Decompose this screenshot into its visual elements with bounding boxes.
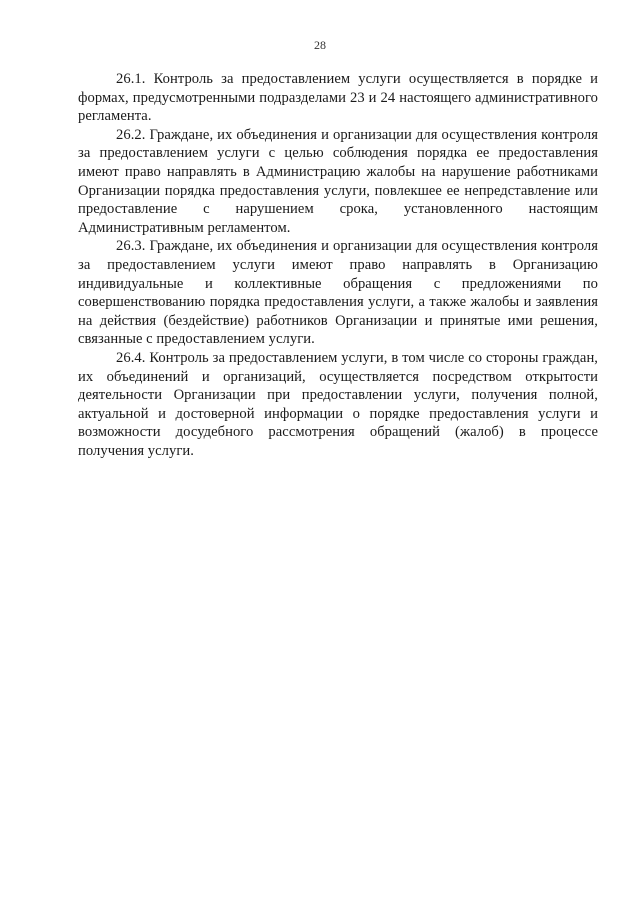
document-body xyxy=(78,70,598,460)
page-number: 28 xyxy=(314,38,326,52)
paragraph-26-4: 26.4. Контроль за предоставлением услуги, в том числе со стороны граждан, их объединений и организаций, осуществляется посредством открытости деятельности Организации при предоставлении услуги, получения полной, актуальной и достоверной информации о порядке предоставления услуги и возможности досудебного рассмотрения обращений (жалоб) в процессе получения услуги. xyxy=(78,349,598,459)
paragraph-26-3: 26.3. Граждане, их объединения и организации для осуществления контроля за предоставлением услуги имеют право направлять в Организацию индивидуальные и коллективные обращения с предложениями по совершенствованию порядка предоставления услуги, а также жалобы и заявления на действия (бездействие) работников Организации и принятые ими решения, связанные с предоставлением услуги. xyxy=(78,238,598,348)
paragraph-26-1: 26.1. Контроль за предоставлением услуги осуществляется в порядке и формах, предусмотренными подразделами 23 и 24 настоящего административного регламента. xyxy=(78,71,598,125)
paragraph-26-2: 26.2. Граждане, их объединения и организации для осуществления контроля за предоставлением услуги с целью соблюдения порядка ее предоставления имеют право направлять в Администрацию жалобы на нарушение работниками Организации порядка предоставления услуги, повлекшее ее непредставление или предоставление с нарушением срока, установленного настоящим Административным регламентом. xyxy=(78,126,598,236)
